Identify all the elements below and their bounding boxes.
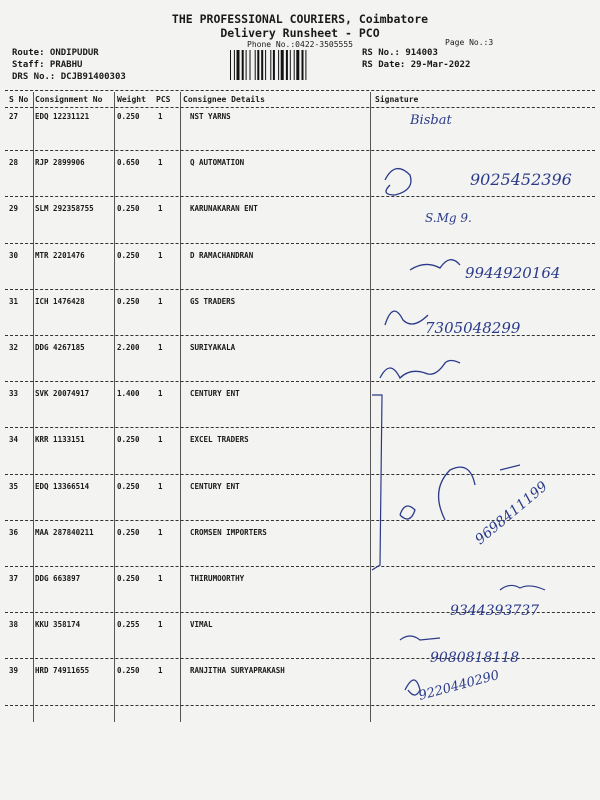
table-row — [0, 478, 600, 524]
cell-consignee: CROMSEN IMPORTERS — [190, 527, 267, 537]
cell-weight: 0.255 — [117, 620, 140, 630]
barcode-bar — [273, 50, 275, 80]
barcode-bar — [270, 50, 271, 80]
page-number: Page No.:3 — [445, 38, 494, 47]
row-divider — [5, 243, 595, 244]
barcode-bar — [290, 50, 291, 80]
col-consignment: Consignment No — [35, 95, 103, 104]
table-row — [0, 570, 600, 616]
table-row — [0, 385, 600, 431]
cell-weight: 0.250 — [117, 204, 140, 214]
col-signature: Signature — [375, 95, 419, 104]
cell-weight: 0.650 — [117, 158, 140, 168]
signature-37-phone: 9344393737 — [450, 603, 540, 619]
barcode-bar — [242, 50, 244, 80]
cell-consignment: MTR 2201476 — [35, 250, 85, 260]
cell-sno: 34 — [9, 435, 19, 445]
cell-consignee: NST YARNS — [190, 112, 231, 121]
document-title: Delivery Runsheet - PCO — [220, 26, 380, 40]
cell-pcs: 1 — [158, 296, 163, 306]
signature-29: S.Mg 9. — [425, 211, 472, 225]
table-row — [0, 108, 600, 154]
barcode-bar — [281, 50, 284, 80]
row-divider — [5, 150, 595, 151]
col-consignee: Consignee Details — [183, 95, 265, 104]
barcode-bar — [257, 50, 259, 80]
barcode-bar — [302, 50, 304, 80]
row-divider — [5, 289, 595, 290]
cell-consignment: SVK 20074917 — [35, 389, 90, 399]
barcode-bar — [250, 50, 251, 80]
col-pcs: PCS — [156, 95, 171, 104]
cell-sno: 28 — [9, 158, 19, 168]
table-row — [0, 524, 600, 570]
cell-sno: 37 — [9, 574, 19, 583]
cell-weight: 0.250 — [117, 481, 140, 491]
barcode-bar — [265, 50, 266, 80]
barcode-bar — [237, 50, 240, 80]
barcode-bar — [255, 50, 256, 80]
row-divider — [5, 381, 595, 382]
cell-sno: 36 — [9, 527, 19, 537]
cell-consignment: RJP 2899906 — [35, 158, 85, 168]
cell-pcs: 1 — [158, 343, 163, 352]
table-row — [0, 293, 600, 339]
table-row — [0, 154, 600, 200]
cell-sno: 38 — [9, 620, 19, 630]
cell-weight: 2.200 — [117, 343, 140, 352]
signature-31-phone: 7305048299 — [425, 319, 521, 337]
company-name: THE PROFESSIONAL COURIERS, Coimbatore — [171, 12, 429, 26]
cell-pcs: 1 — [158, 435, 163, 445]
cell-consignee: D RAMACHANDRAN — [190, 250, 254, 260]
cell-consignment: SLM 292358755 — [35, 204, 94, 214]
cell-consignment: EDQ 13366514 — [35, 481, 90, 491]
cell-pcs: 1 — [158, 574, 163, 583]
row-divider — [5, 427, 595, 428]
header-top-rule — [5, 90, 595, 91]
cell-sno: 29 — [9, 204, 19, 214]
cell-sno: 30 — [9, 250, 19, 260]
barcode-bar — [286, 50, 288, 80]
signature-35-phone: 9698411199 — [472, 478, 551, 549]
barcode-bar — [305, 50, 306, 80]
cell-weight: 0.250 — [117, 574, 140, 583]
barcode-bar — [278, 50, 279, 80]
table-row — [0, 200, 600, 246]
row-divider — [5, 196, 595, 197]
staff-label: Staff: PRABHU — [12, 60, 83, 70]
table-row — [0, 247, 600, 293]
cell-consignment: HRD 74911655 — [35, 666, 90, 676]
drs-number: DRS No.: DCJB91400303 — [12, 72, 126, 82]
row-divider — [5, 658, 595, 659]
cell-consignee: CENTURY ENT — [190, 389, 240, 399]
row-divider — [5, 474, 595, 475]
cell-sno: 39 — [9, 666, 19, 676]
table-header — [0, 92, 600, 106]
row-divider — [5, 612, 595, 613]
route-label: Route: ONDIPUDUR — [12, 48, 99, 58]
cell-weight: 1.400 — [117, 389, 140, 399]
signature-39-phone: 9220440290 — [417, 667, 501, 704]
cell-consignment: MAA 287840211 — [35, 527, 94, 537]
barcode-bar — [296, 50, 299, 80]
cell-pcs: 1 — [158, 112, 163, 121]
row-divider — [5, 705, 595, 706]
cell-pcs: 1 — [158, 527, 163, 537]
cell-sno: 35 — [9, 481, 19, 491]
cell-pcs: 1 — [158, 620, 163, 630]
cell-pcs: 1 — [158, 250, 163, 260]
cell-pcs: 1 — [158, 481, 163, 491]
cell-consignment: ICH 1476428 — [35, 296, 85, 306]
cell-consignment: KRR 1133151 — [35, 435, 85, 445]
cell-consignee: GS TRADERS — [190, 296, 236, 306]
cell-weight: 0.250 — [117, 250, 140, 260]
cell-sno: 32 — [9, 343, 19, 352]
rs-date: RS Date: 29-Mar-2022 — [362, 60, 471, 70]
cell-consignee: VIMAL — [190, 620, 213, 630]
cell-weight: 0.250 — [117, 435, 140, 445]
signature-27: Bisbat — [410, 113, 452, 128]
cell-consignment: DDG 663897 — [35, 574, 81, 583]
table-row — [0, 431, 600, 477]
cell-consignee: EXCEL TRADERS — [190, 435, 249, 445]
cell-pcs: 1 — [158, 158, 163, 168]
row-divider — [5, 520, 595, 521]
cell-consignee: Q AUTOMATION — [190, 158, 245, 168]
barcode-bar — [261, 50, 263, 80]
barcode-bar — [230, 50, 231, 80]
row-divider — [5, 335, 595, 336]
cell-consignee: RANJITHA SURYAPRAKASH — [190, 666, 285, 676]
rs-number: RS No.: 914003 — [362, 48, 438, 58]
phone-number: Phone No.:0422-3505555 — [247, 40, 353, 49]
cell-consignee: THIRUMOORTHY — [190, 574, 245, 583]
table-row — [0, 662, 600, 708]
cell-pcs: 1 — [158, 204, 163, 214]
signature-28-phone: 9025452396 — [470, 170, 572, 189]
cell-pcs: 1 — [158, 666, 163, 676]
barcode — [230, 50, 345, 80]
cell-weight: 0.250 — [117, 112, 140, 121]
col-weight: Weight — [117, 95, 146, 104]
barcode-bar — [246, 50, 247, 80]
cell-consignment: KKU 358174 — [35, 620, 81, 630]
barcode-bar — [294, 50, 295, 80]
col-sno: S No — [9, 95, 29, 104]
cell-weight: 0.250 — [117, 527, 140, 537]
cell-sno: 27 — [9, 112, 19, 121]
signature-30-phone: 9944920164 — [465, 264, 561, 282]
table-row — [0, 616, 600, 662]
cell-consignment: EDQ 12231121 — [35, 112, 90, 121]
row-divider — [5, 566, 595, 567]
table-row — [0, 339, 600, 385]
cell-pcs: 1 — [158, 389, 163, 399]
cell-consignment: DDG 4267185 — [35, 343, 85, 352]
signature-38-phone: 9080818118 — [430, 650, 520, 666]
barcode-bar — [234, 50, 235, 80]
cell-consignee: SURIYAKALA — [190, 343, 236, 352]
cell-consignee: KARUNAKARAN ENT — [190, 204, 258, 214]
cell-sno: 33 — [9, 389, 19, 399]
cell-weight: 0.250 — [117, 666, 140, 676]
cell-consignee: CENTURY ENT — [190, 481, 240, 491]
cell-weight: 0.250 — [117, 296, 140, 306]
cell-sno: 31 — [9, 296, 19, 306]
